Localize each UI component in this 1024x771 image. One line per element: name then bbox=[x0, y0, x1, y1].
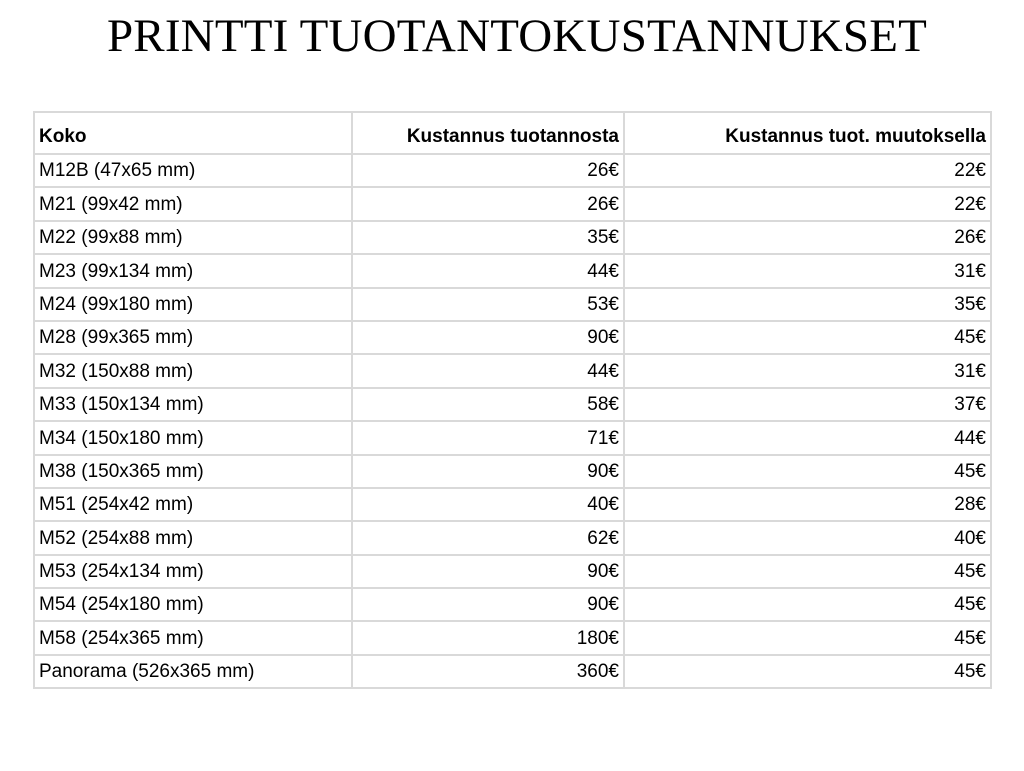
change-cost-cell: 26€ bbox=[624, 221, 991, 254]
production-cost-cell: 44€ bbox=[352, 254, 624, 287]
header-size: Koko bbox=[34, 112, 352, 154]
change-cost-cell: 45€ bbox=[624, 555, 991, 588]
size-cell: M51 (254x42 mm) bbox=[34, 488, 352, 521]
table-row bbox=[34, 621, 991, 654]
production-cost-cell: 90€ bbox=[352, 321, 624, 354]
change-cost-cell: 45€ bbox=[624, 455, 991, 488]
production-cost-cell: 40€ bbox=[352, 488, 624, 521]
change-cost-cell: 45€ bbox=[624, 655, 991, 688]
production-cost-cell: 53€ bbox=[352, 288, 624, 321]
table-row bbox=[34, 254, 991, 287]
size-cell: M54 (254x180 mm) bbox=[34, 588, 352, 621]
production-cost-cell: 58€ bbox=[352, 388, 624, 421]
table-row bbox=[34, 421, 991, 454]
table-row bbox=[34, 488, 991, 521]
change-cost-cell: 40€ bbox=[624, 521, 991, 554]
size-cell: M34 (150x180 mm) bbox=[34, 421, 352, 454]
table-body bbox=[34, 154, 991, 688]
size-cell: M32 (150x88 mm) bbox=[34, 354, 352, 387]
change-cost-cell: 22€ bbox=[624, 154, 991, 187]
size-cell: M21 (99x42 mm) bbox=[34, 187, 352, 220]
size-cell: M52 (254x88 mm) bbox=[34, 521, 352, 554]
production-cost-cell: 26€ bbox=[352, 187, 624, 220]
price-table bbox=[33, 111, 992, 689]
production-cost-cell: 90€ bbox=[352, 455, 624, 488]
table-row bbox=[34, 354, 991, 387]
production-cost-cell: 180€ bbox=[352, 621, 624, 654]
table-row bbox=[34, 455, 991, 488]
change-cost-cell: 44€ bbox=[624, 421, 991, 454]
size-cell: M28 (99x365 mm) bbox=[34, 321, 352, 354]
size-cell: Panorama (526x365 mm) bbox=[34, 655, 352, 688]
size-cell: M12B (47x65 mm) bbox=[34, 154, 352, 187]
page-title: PRINTTI TUOTANTOKUSTANNUKSET bbox=[106, 10, 928, 62]
table-row bbox=[34, 655, 991, 688]
change-cost-cell: 31€ bbox=[624, 354, 991, 387]
size-cell: M24 (99x180 mm) bbox=[34, 288, 352, 321]
table-row bbox=[34, 288, 991, 321]
production-cost-cell: 71€ bbox=[352, 421, 624, 454]
size-cell: M23 (99x134 mm) bbox=[34, 254, 352, 287]
change-cost-cell: 45€ bbox=[624, 588, 991, 621]
change-cost-cell: 45€ bbox=[624, 321, 991, 354]
size-cell: M22 (99x88 mm) bbox=[34, 221, 352, 254]
table-row bbox=[34, 588, 991, 621]
size-cell: M38 (150x365 mm) bbox=[34, 455, 352, 488]
table-row bbox=[34, 187, 991, 220]
header-production-cost: Kustannus tuotannosta bbox=[352, 112, 624, 154]
table-row bbox=[34, 321, 991, 354]
header-change-cost: Kustannus tuot. muutoksella bbox=[624, 112, 991, 154]
production-cost-cell: 26€ bbox=[352, 154, 624, 187]
table-row bbox=[34, 221, 991, 254]
production-cost-cell: 44€ bbox=[352, 354, 624, 387]
change-cost-cell: 28€ bbox=[624, 488, 991, 521]
change-cost-cell: 31€ bbox=[624, 254, 991, 287]
size-cell: M33 (150x134 mm) bbox=[34, 388, 352, 421]
table-row bbox=[34, 388, 991, 421]
table-row bbox=[34, 154, 991, 187]
change-cost-cell: 22€ bbox=[624, 187, 991, 220]
production-cost-cell: 62€ bbox=[352, 521, 624, 554]
change-cost-cell: 37€ bbox=[624, 388, 991, 421]
table-row bbox=[34, 521, 991, 554]
table-header-row bbox=[34, 112, 991, 154]
production-cost-cell: 90€ bbox=[352, 555, 624, 588]
production-cost-cell: 360€ bbox=[352, 655, 624, 688]
change-cost-cell: 35€ bbox=[624, 288, 991, 321]
production-cost-cell: 90€ bbox=[352, 588, 624, 621]
size-cell: M58 (254x365 mm) bbox=[34, 621, 352, 654]
size-cell: M53 (254x134 mm) bbox=[34, 555, 352, 588]
production-cost-cell: 35€ bbox=[352, 221, 624, 254]
table-row bbox=[34, 555, 991, 588]
change-cost-cell: 45€ bbox=[624, 621, 991, 654]
